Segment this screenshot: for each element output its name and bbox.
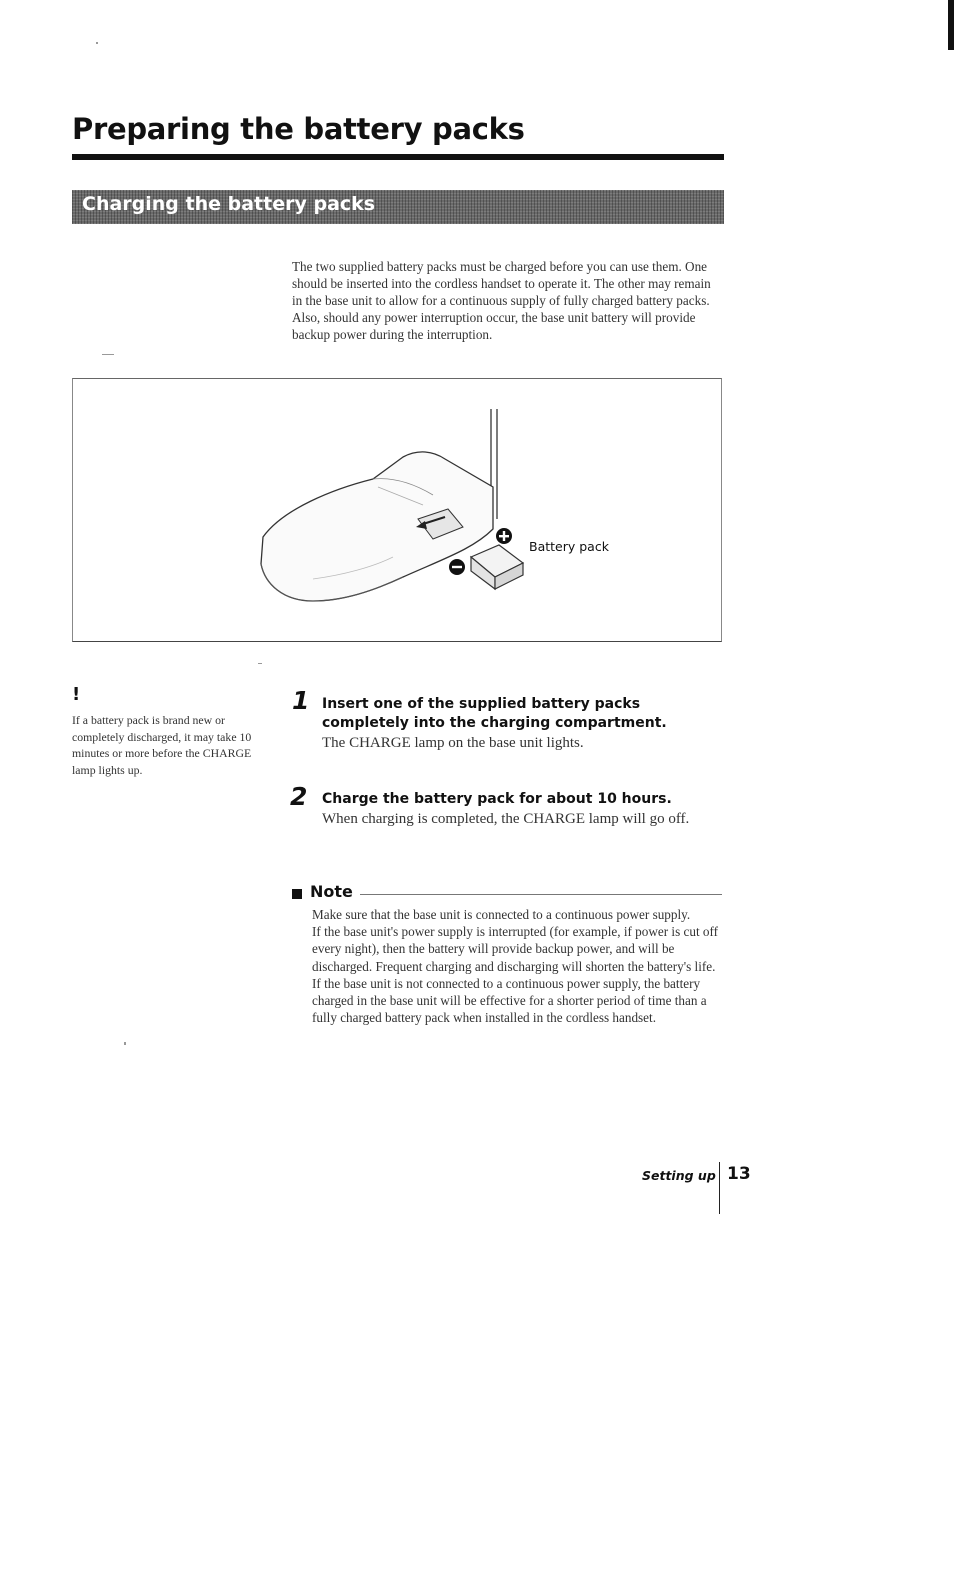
caution-mark: ! <box>72 684 81 705</box>
minus-sign <box>452 566 462 568</box>
scan-speck <box>258 663 262 664</box>
note-paragraph: If the base unit's power supply is interrupted (for example, if power is cut off every night), then the battery will provide backup power, and will be discharged. Frequent charging and discharging will shorten the battery's life. <box>312 924 719 974</box>
step-2-body: When charging is completed, the CHARGE lamp will go off. <box>322 811 690 827</box>
caution-text: If a battery pack is brand new or completely discharged, it may take 10 minutes or more before the CHARGE lamp lights up. <box>72 713 252 777</box>
note-rule <box>360 894 722 895</box>
note-bullet-icon <box>292 889 302 899</box>
footer-divider <box>719 1162 720 1214</box>
note-header <box>292 882 722 906</box>
plus-sign <box>503 531 505 541</box>
section-header-bar <box>72 190 724 224</box>
scan-speck <box>124 1042 126 1045</box>
intro-paragraph: The two supplied battery packs must be charged before you can use them. One should be inserted into the cordless handset to operate it. The other may remain in the base unit to allow for a continuous supply of fully charged battery packs. Also, should any power interruption occur, the base unit battery will provide backup power during the interruption. <box>292 259 711 342</box>
title-rule <box>72 154 724 160</box>
section-title: Charging the battery packs <box>82 193 376 215</box>
page-number: 13 <box>727 1164 751 1184</box>
note-paragraph: Make sure that the base unit is connected to a continuous power supply. <box>312 907 691 922</box>
page-edge-mark <box>948 0 954 50</box>
note-body <box>312 906 724 1026</box>
step-2-number: 2 <box>290 782 308 811</box>
footer-section-label: Setting up <box>642 1168 716 1183</box>
page-title: Preparing the battery packs <box>72 112 525 146</box>
note-label: Note <box>310 882 353 901</box>
step-2-title: Charge the battery pack for about 10 hours. <box>322 791 672 807</box>
scan-speck <box>96 42 98 44</box>
step-1-number: 1 <box>292 686 310 715</box>
base-unit-illustration <box>73 379 723 643</box>
step-1-body: The CHARGE lamp on the base unit lights. <box>322 735 584 751</box>
battery-illustration-figure <box>72 378 722 642</box>
step-1-title: Insert one of the supplied battery packs completely into the charging compartment. <box>322 696 667 731</box>
note-paragraph: If the base unit is not connected to a continuous power supply, the battery charged in the base unit will be effective for a shorter period of time than a fully charged battery pack when installed in the cordless handset. <box>312 975 707 1026</box>
battery-pack-callout: Battery pack <box>529 539 609 554</box>
scan-speck <box>102 354 114 355</box>
